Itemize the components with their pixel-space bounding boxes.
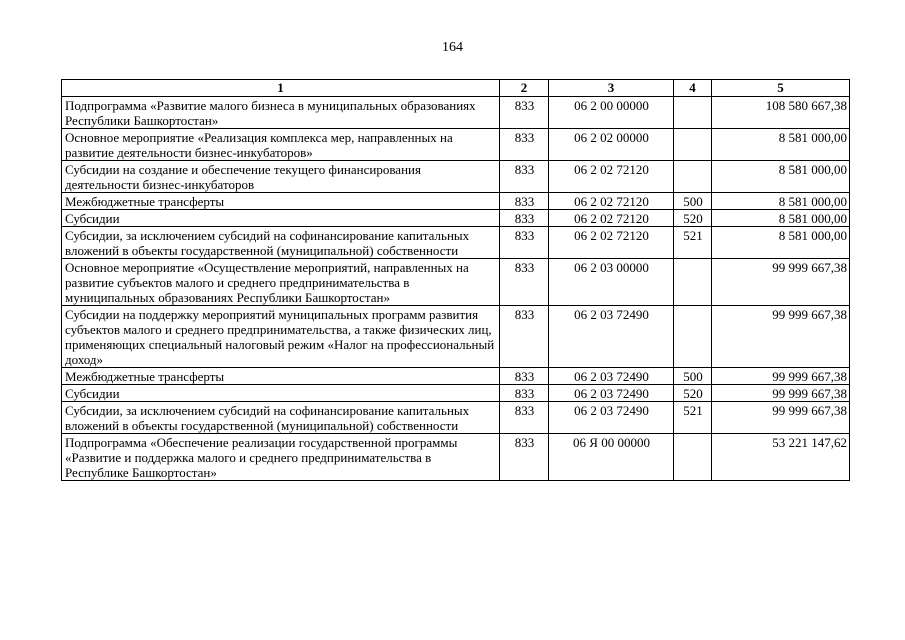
row-department-code: 833 [500,97,549,129]
row-target-article: 06 2 00 00000 [549,97,674,129]
row-department-code: 833 [500,434,549,481]
row-expense-type: 500 [674,368,712,385]
row-expense-type [674,129,712,161]
row-department-code: 833 [500,259,549,306]
row-expense-type: 520 [674,210,712,227]
table-row [62,306,850,368]
row-name: Субсидии [62,385,500,402]
row-target-article: 06 2 03 72490 [549,368,674,385]
row-name: Подпрограмма «Обеспечение реализации государственной программы «Развитие и поддержка малого и среднего предпринимательства в Республике Башкортостан» [62,434,500,481]
row-target-article: 06 2 03 00000 [549,259,674,306]
page-number: 164 [442,40,463,55]
table-row [62,402,850,434]
row-amount: 8 581 000,00 [712,129,850,161]
row-name: Субсидии [62,210,500,227]
table-row [62,129,850,161]
table-header-row [62,80,850,97]
row-department-code: 833 [500,161,549,193]
row-expense-type: 500 [674,193,712,210]
row-amount: 108 580 667,38 [712,97,850,129]
header-col-3: 3 [549,80,674,97]
header-col-4: 4 [674,80,712,97]
row-amount: 99 999 667,38 [712,259,850,306]
budget-table [61,79,850,481]
row-target-article: 06 2 03 72490 [549,402,674,434]
row-expense-type [674,97,712,129]
row-target-article: 06 2 03 72490 [549,306,674,368]
row-department-code: 833 [500,368,549,385]
row-target-article: 06 2 02 72120 [549,210,674,227]
row-target-article: 06 2 02 00000 [549,129,674,161]
row-amount: 99 999 667,38 [712,385,850,402]
row-target-article: 06 2 02 72120 [549,227,674,259]
row-target-article: 06 2 02 72120 [549,193,674,210]
row-name: Субсидии, за исключением субсидий на софинансирование капитальных вложений в объекты государственной (муниципальной) собственности [62,227,500,259]
row-amount: 8 581 000,00 [712,193,850,210]
row-name: Основное мероприятие «Осуществление мероприятий, направленных на развитие субъектов малого и среднего предпринимательства в муниципальных образованиях Республики Башкортостан» [62,259,500,306]
row-department-code: 833 [500,306,549,368]
row-name: Субсидии, за исключением субсидий на софинансирование капитальных вложений в объекты государственной (муниципальной) собственности [62,402,500,434]
row-name: Межбюджетные трансферты [62,193,500,210]
table-row [62,259,850,306]
row-amount: 99 999 667,38 [712,402,850,434]
row-department-code: 833 [500,385,549,402]
row-amount: 99 999 667,38 [712,368,850,385]
row-expense-type [674,259,712,306]
table-row [62,385,850,402]
row-department-code: 833 [500,210,549,227]
row-name: Подпрограмма «Развитие малого бизнеса в муниципальных образованиях Республики Башкортостан» [62,97,500,129]
table-row [62,227,850,259]
row-department-code: 833 [500,193,549,210]
table-row [62,210,850,227]
row-target-article: 06 2 03 72490 [549,385,674,402]
row-name: Межбюджетные трансферты [62,368,500,385]
row-expense-type [674,306,712,368]
row-department-code: 833 [500,402,549,434]
row-name: Субсидии на поддержку мероприятий муниципальных программ развития субъектов малого и среднего предпринимательства, а также физических лиц, применяющих специальный налоговый режим «Налог на профессиональный доход» [62,306,500,368]
row-name: Основное мероприятие «Реализация комплекса мер, направленных на развитие деятельности бизнес-инкубаторов» [62,129,500,161]
row-expense-type [674,434,712,481]
header-col-2: 2 [500,80,549,97]
row-amount: 8 581 000,00 [712,210,850,227]
table-row [62,193,850,210]
table-row [62,161,850,193]
row-amount: 99 999 667,38 [712,306,850,368]
row-expense-type [674,161,712,193]
row-expense-type: 520 [674,385,712,402]
table-row [62,97,850,129]
row-expense-type: 521 [674,402,712,434]
row-amount: 8 581 000,00 [712,161,850,193]
row-target-article: 06 2 02 72120 [549,161,674,193]
table-row [62,368,850,385]
row-expense-type: 521 [674,227,712,259]
table-row [62,434,850,481]
row-target-article: 06 Я 00 00000 [549,434,674,481]
row-department-code: 833 [500,227,549,259]
row-amount: 8 581 000,00 [712,227,850,259]
row-department-code: 833 [500,129,549,161]
row-name: Субсидии на создание и обеспечение текущего финансирования деятельности бизнес-инкубаторов [62,161,500,193]
header-col-5: 5 [712,80,850,97]
row-amount: 53 221 147,62 [712,434,850,481]
header-col-1: 1 [62,80,500,97]
